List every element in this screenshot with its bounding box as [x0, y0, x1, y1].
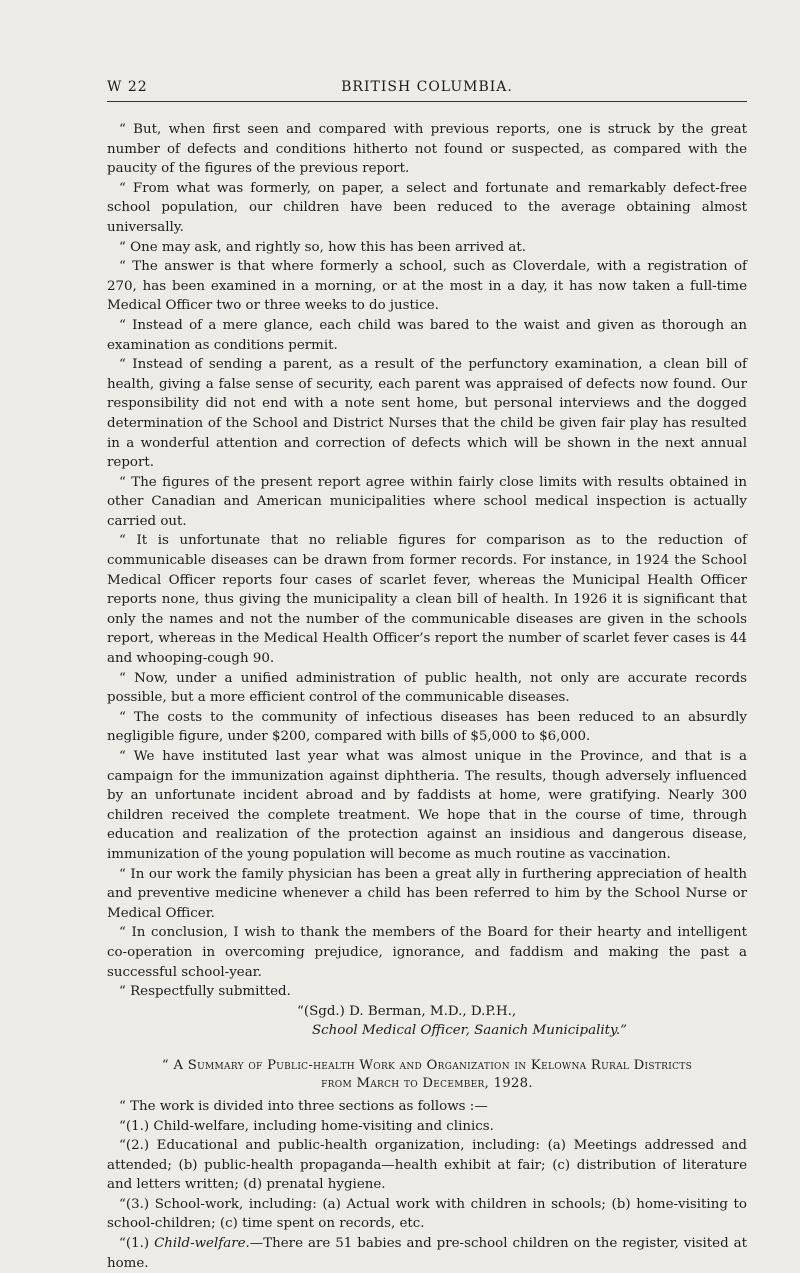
child-welfare-paragraph	[107, 1234, 747, 1273]
paragraph: “ It is unfortunate that no reliable figures for comparison as to the reduction of communicable diseases can be drawn from former records. For instance, in 1924 the School Medical Officer reports four cases of scarlet fever, whereas the Municipal Health Officer reports none, thus giving the municipality a clean bill of health. In 1926 it is significant that only the names and not the number of the communicable diseases are given in the schools report, whereas in the Medical Health Officer’s report the number of scarlet fever cases is 44 and whooping-cough 90.	[107, 533, 747, 667]
summary-item: “(1.) Child-welfare, including home-visiting and clinics.	[119, 1118, 494, 1134]
child-welfare-text: —There are 51 babies and pre-school children on the register, visited at home.	[107, 1236, 747, 1271]
paragraph: “ Instead of a mere glance, each child was bared to the waist and given as thorough an examination as conditions permit.	[107, 317, 747, 353]
paragraph: “ From what was formerly, on paper, a select and fortunate and remarkably defect-free school population, our children have been reduced to the average obtaining almost universally.	[107, 180, 747, 235]
paragraph: “ Now, under a unified administration of public health, not only are accurate records possible, but a more efficient control of the communicable diseases.	[107, 670, 747, 706]
signature-name: “(Sgd.) D. Berman, M.D., D.P.H.,	[297, 1003, 517, 1019]
section-heading-line1: “ A Summary of Public-health Work and Organization in Kelowna Rural Districts	[161, 1057, 693, 1073]
page-header	[107, 79, 747, 99]
paragraph: “ In our work the family physician has been a great ally in furthering appreciation of health and preventive medicine whenever a child has been referred to him by the School Nurse or Medical Officer.	[107, 866, 747, 921]
header-rule	[107, 101, 747, 102]
paragraph: “ Instead of sending a parent, as a result of the perfunctory examination, a clean bill of health, giving a false sense of security, each parent was appraised of defects now found. Our responsibility did not end with a note sent home, but personal interviews and the dogged determination of the School and District Nurses that the child be given fair play has resulted in a wonderful attention and correction of defects which will be shown in the next annual report.	[107, 357, 747, 471]
paragraph: “ In conclusion, I wish to thank the members of the Board for their hearty and intelligent co-operation in overcoming prejudice, ignorance, and faddism and making the past a successful school-year.	[107, 925, 747, 980]
summary-item: “(2.) Educational and public-health organization, including: (a) Meetings addressed and attended; (b) public-health propaganda—health exhibit at fair; (c) distribution of literature and letters written; (d) prenatal hygiene.	[107, 1138, 747, 1193]
child-welfare-prefix: “(1.)	[119, 1236, 155, 1252]
paragraph: “ The answer is that where formerly a school, such as Cloverdale, with a registration of 270, has been examined in a morning, or at the most in a day, it has now taken a full-time Medical Officer two or three weeks to do justice.	[107, 259, 747, 314]
section-heading-line2: from March to December, 1928.	[321, 1075, 533, 1091]
paragraph: “ The costs to the community of infectious diseases has been reduced to an absurdly negligible figure, under $200, compared with bills of $5,000 to $6,000.	[107, 709, 747, 745]
document-body	[107, 120, 747, 1273]
paragraph: “ One may ask, and rightly so, how this has been arrived at.	[119, 239, 526, 255]
signature-title: School Medical Officer, Saanich Municipality.”	[312, 1023, 627, 1039]
summary-item: “(3.) School-work, including: (a) Actual work with children in schools; (b) home-visiting to school-children; (c) time spent on records, etc.	[107, 1196, 747, 1232]
running-title: BRITISH COLUMBIA.	[341, 79, 513, 95]
section-heading	[107, 1057, 747, 1093]
summary-intro: “ The work is divided into three sections as follows :—	[119, 1098, 488, 1114]
paragraph: “ We have instituted last year what was almost unique in the Province, and that is a campaign for the immunization against diphtheria. The results, though adversely influenced by an unfortunate incident abroad and by faddists at home, were gratifying. Nearly 300 children received the complete treatment. We hope that in the course of time, through education and realization of the protection against an insidious and dangerous disease, immunization of the young population will become as much routine as vaccination.	[107, 749, 747, 862]
child-welfare-label: Child-welfare.	[154, 1236, 250, 1252]
page-number: W 22	[107, 79, 148, 95]
paragraph: “ Respectfully submitted.	[119, 984, 291, 1000]
paragraph: “ The figures of the present report agree within fairly close limits with results obtained in other Canadian and American municipalities where school medical inspection is actually carried out.	[107, 474, 747, 529]
paragraph: “ But, when first seen and compared with previous reports, one is struck by the great number of defects and conditions hitherto not found or suspected, as compared with the paucity of the figures of the previous report.	[107, 122, 747, 177]
